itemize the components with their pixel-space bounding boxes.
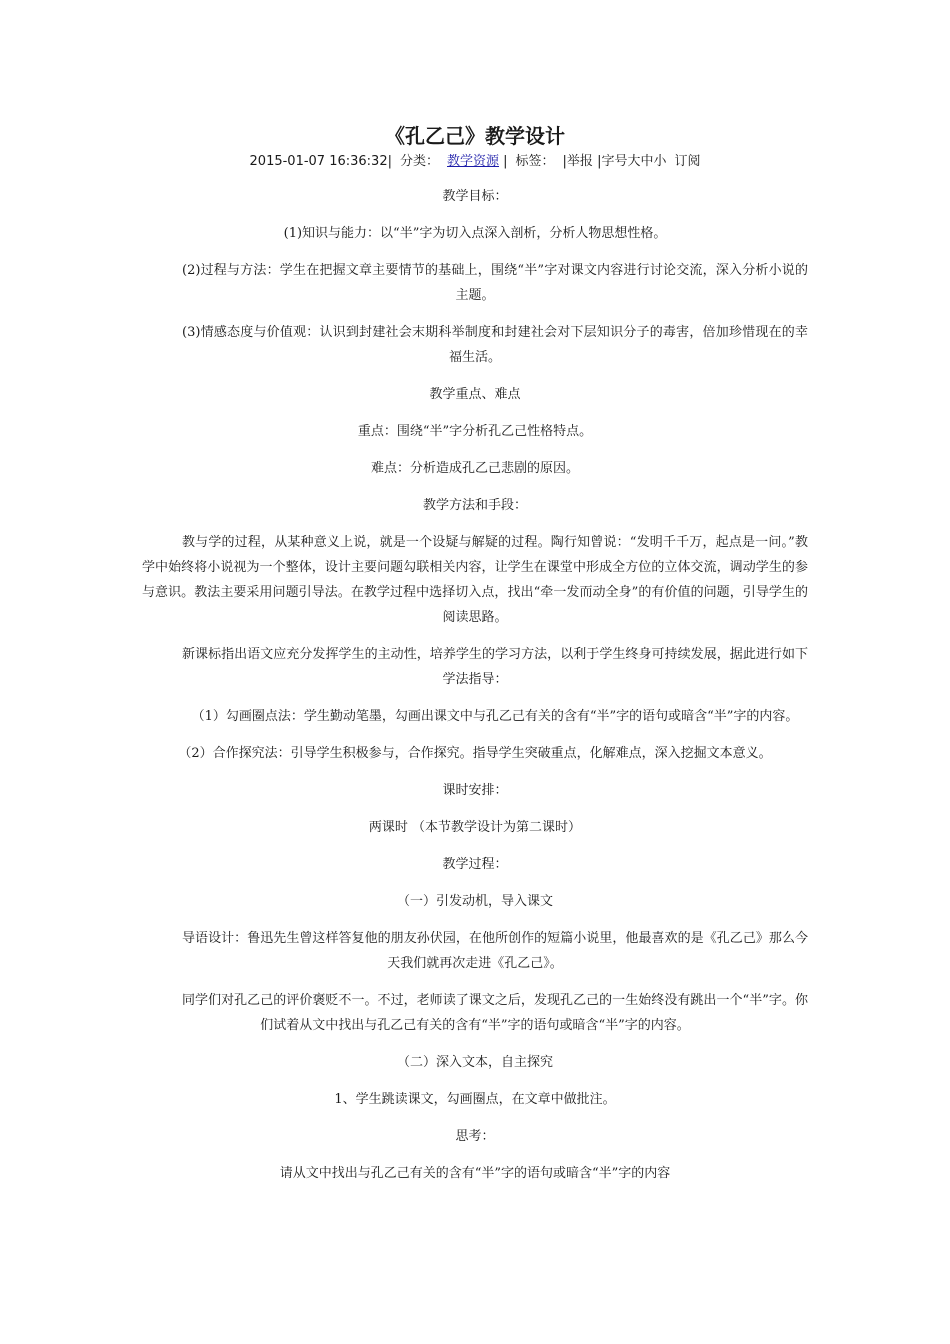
post-date: 2015-01-07 16:36:32| bbox=[249, 154, 392, 169]
article-meta bbox=[142, 152, 808, 172]
tags-label: 标签： bbox=[515, 154, 555, 169]
subscribe-link[interactable]: 订阅 bbox=[674, 154, 701, 169]
separator: | bbox=[499, 154, 508, 169]
category-link[interactable]: 教学资源 bbox=[447, 154, 500, 169]
paragraph: 同学们对孔乙己的评价褒贬不一。不过，老师读了课文之后，发现孔乙己的一生始终没有跳出一个“半”字。你们试着从文中找出与孔乙己有关的含有“半”字的语句或暗含“半”字的内容。 bbox=[182, 993, 808, 1033]
article-body bbox=[142, 184, 808, 1186]
article-title: 《孔乙己》教学设计 bbox=[385, 124, 565, 148]
article bbox=[142, 122, 808, 1198]
paragraph: 教学重点、难点 bbox=[429, 387, 521, 402]
paragraph: 1、学生跳读课文，勾画圈点，在文章中做批注。 bbox=[334, 1092, 616, 1107]
paragraph: （1）勾画圈点法：学生勤动笔墨，勾画出课文中与孔乙己有关的含有“半”字的语句或暗含“半”字的内容。 bbox=[191, 709, 799, 724]
paragraph: 思考： bbox=[455, 1129, 495, 1144]
paragraph: (3)情感态度与价值观：认识到封建社会末期科举制度和封建社会对下层知识分子的毒害，倍加珍惜现在的幸福生活。 bbox=[182, 325, 808, 365]
paragraph: 导语设计：鲁迅先生曾这样答复他的朋友孙伏园，在他所创作的短篇小说里，他最喜欢的是《孔乙己》那么今天我们就再次走进《孔乙己》。 bbox=[182, 931, 808, 971]
paragraph: 教与学的过程，从某种意义上说，就是一个设疑与解疑的过程。陶行知曾说：“发明千千万，起点是一问。”教学中始终将小说视为一个整体，设计主要问题勾联相关内容，让学生在课堂中形成全方位的立体交流，调动学生的参与意识。教法主要采用问题引导法。在教学过程中选择切入点，找出“牵一发而动全身”的有价值的问题，引导学生的阅读思路。 bbox=[142, 535, 808, 625]
report-link[interactable]: |举报 bbox=[562, 154, 593, 169]
paragraph: 两课时 （本节教学设计为第二课时） bbox=[368, 820, 582, 835]
paragraph: (2)过程与方法：学生在把握文章主要情节的基础上，围绕“半”字对课文内容进行讨论交流，深入分析小说的主题。 bbox=[182, 263, 808, 303]
font-size-control[interactable]: |字号大中小 bbox=[592, 154, 667, 169]
paragraph: 教学目标： bbox=[442, 189, 508, 204]
paragraph: （2）合作探究法：引导学生积极参与，合作探究。指导学生突破重点，化解难点，深入挖掘文本意义。 bbox=[178, 746, 772, 761]
paragraph: 重点：围绕“半”字分析孔乙己性格特点。 bbox=[357, 424, 593, 439]
paragraph: 难点：分析造成孔乙己悲剧的原因。 bbox=[370, 461, 579, 476]
paragraph: (1)知识与能力：以“半”字为切入点深入剖析，分析人物思想性格。 bbox=[283, 226, 667, 241]
paragraph: 课时安排： bbox=[442, 783, 508, 798]
paragraph: （二）深入文本，自主探究 bbox=[396, 1055, 553, 1070]
paragraph: 请从文中找出与孔乙己有关的含有“半”字的语句或暗含“半”字的内容 bbox=[279, 1166, 671, 1181]
category-label: 分类： bbox=[399, 154, 439, 169]
paragraph: 新课标指出语文应充分发挥学生的主动性，培养学生的学习方法，以利于学生终身可持续发展，据此进行如下学法指导： bbox=[182, 647, 808, 687]
paragraph: 教学过程： bbox=[442, 857, 508, 872]
paragraph: （一）引发动机，导入课文 bbox=[396, 894, 553, 909]
paragraph: 教学方法和手段： bbox=[422, 498, 527, 513]
